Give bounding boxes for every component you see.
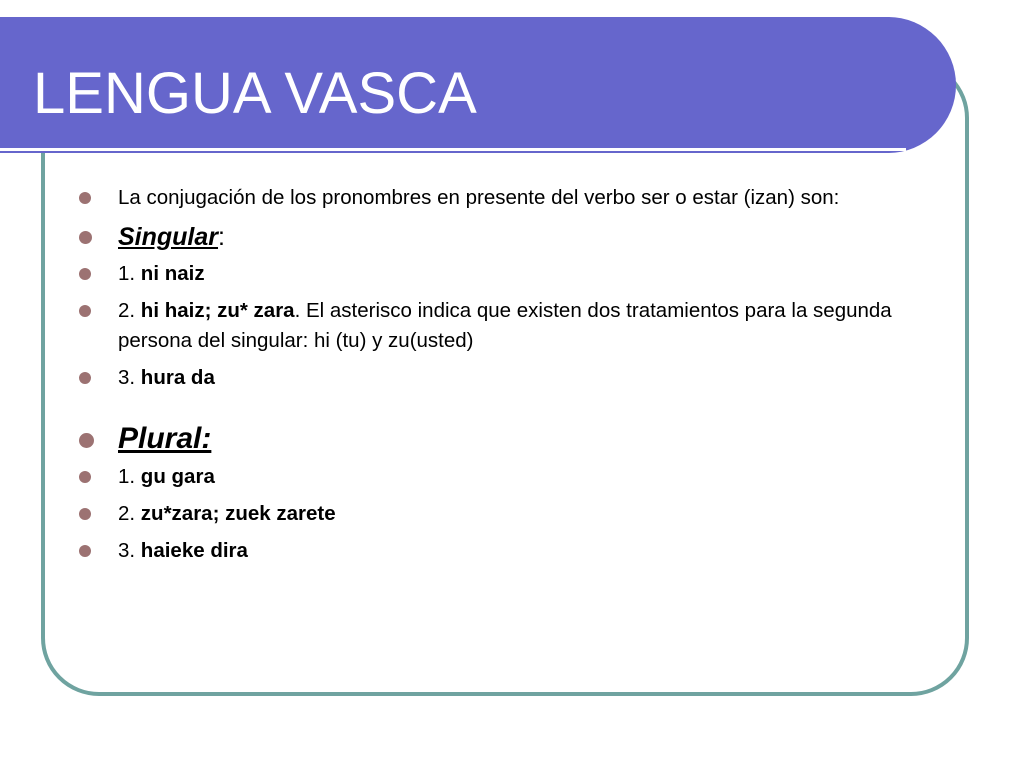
bullet-dot-icon (79, 192, 91, 204)
bullet-intro (78, 183, 908, 213)
singular-heading-suffix: : (218, 223, 225, 251)
item-number: 1. (118, 465, 141, 488)
singular-heading: Singular (118, 223, 219, 251)
slide-title: LENGUA VASCA (33, 61, 477, 126)
intro-text: La conjugación de los pronombres en presente del verbo ser o estar (izan) son: (118, 186, 840, 209)
bullet-dot-icon (79, 433, 94, 448)
plural-heading: Plural: (118, 422, 212, 455)
bullet-dot-icon (79, 268, 91, 280)
bullet-singular-heading (78, 220, 908, 254)
bullet-singular-1 (78, 259, 908, 289)
bullet-dot-icon (79, 372, 91, 384)
bullet-plural-1 (78, 462, 908, 492)
item-bold-form: hura da (140, 366, 215, 389)
bullet-dot-icon (79, 471, 91, 483)
item-bold-form: zu*zara; zuek zarete (140, 502, 336, 525)
bullet-plural-heading (78, 419, 908, 459)
bullet-dot-icon (79, 231, 92, 244)
item-bold-form: haieke dira (140, 539, 248, 562)
bullet-singular-2 (78, 296, 908, 356)
item-number: 2. (118, 502, 141, 525)
title-underline-rule (0, 148, 906, 151)
item-bold-form: gu gara (140, 465, 215, 488)
item-number: 3. (118, 366, 141, 389)
bullet-dot-icon (79, 545, 91, 557)
bullet-dot-icon (79, 508, 91, 520)
bullet-dot-icon (79, 305, 91, 317)
bullet-plural-2 (78, 499, 908, 529)
bullet-list (78, 183, 908, 573)
item-number: 2. (118, 299, 141, 322)
item-bold-form: ni naiz (140, 262, 205, 285)
bullet-plural-3 (78, 536, 908, 566)
bullet-singular-3 (78, 363, 908, 393)
item-bold-form: hi haiz; zu* zara (140, 299, 295, 322)
item-number: 1. (118, 262, 141, 285)
title-bar (0, 17, 956, 153)
item-explanation: . El asterisco indica que existen dos tratamientos para la segunda persona del singular: hi (tu) y zu(usted) (118, 299, 892, 352)
item-number: 3. (118, 539, 141, 562)
